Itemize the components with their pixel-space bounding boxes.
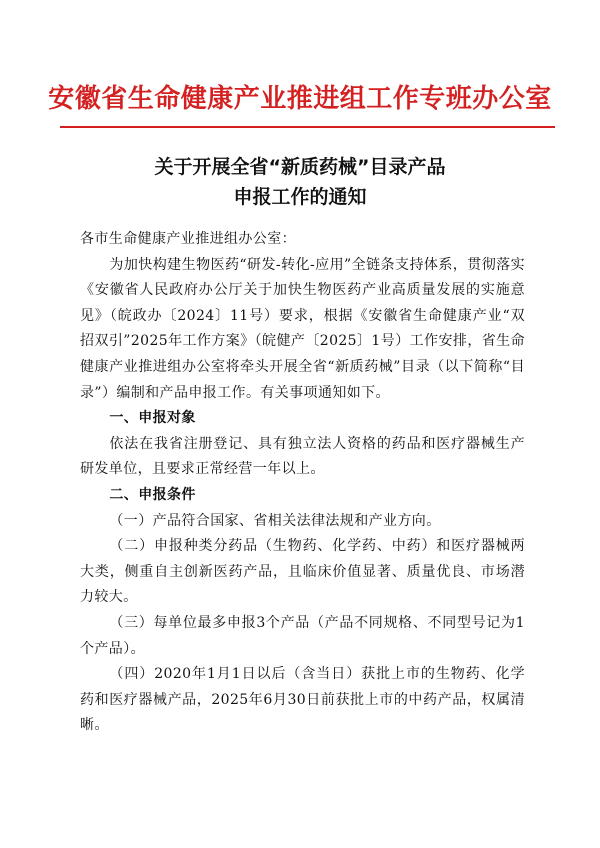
condition-2: （二）申报种类分药品（生物药、化学药、中药）和医疗器械两大类，侧重自主创新医药产品，且临床价值显著、质量优良、市场潜力较大。 xyxy=(80,538,525,606)
section-1-heading: 一、申报对象 xyxy=(109,410,196,427)
title-line-1: 关于开展全省“新质药械”目录产品 xyxy=(154,156,446,178)
section-1-paragraph: 依法在我省注册登记、具有独立法人资格的药品和医疗器械生产研发单位，且要求正常经营一年以上。 xyxy=(80,435,525,478)
letterhead-title: 安徽省生命健康产业推进组工作专班办公室 xyxy=(48,84,552,114)
condition-4: （四）2020年1月1日以后（含当日）获批上市的生物药、化学药和医疗器械产品，2025年6月30日前获批上市的中药产品，权属清晰。 xyxy=(80,666,525,734)
letterhead-divider xyxy=(60,126,555,128)
salutation: 各市生命健康产业推进组办公室： xyxy=(80,231,296,247)
title-line-2: 申报工作的通知 xyxy=(233,186,367,208)
condition-3: （三）每单位最多申报3个产品（产品不同规格、不同型号记为1个产品）。 xyxy=(80,614,525,657)
document-body xyxy=(80,227,525,739)
intro-paragraph: 为加快构建生物医药“研发-转化-应用”全链条支持体系，贯彻落实《安徽省人民政府办公厅关于加快生物医药产业高质量发展的实施意见》（皖政办〔2024〕11号）要求，根据《安徽省生命健康产业“双招双引”2025年工作方案》（皖健产〔2025〕1号）工作安排，省生命健康产业推进组办公室将牵头开展全省“新质药械”目录（以下简称“目录”）编制和产品申报工作。有关事项通知如下。 xyxy=(80,256,525,401)
condition-1: （一）产品符合国家、省相关法律法规和产业方向。 xyxy=(109,512,441,529)
section-2-heading: 二、申报条件 xyxy=(109,486,196,503)
document-title xyxy=(0,152,600,212)
